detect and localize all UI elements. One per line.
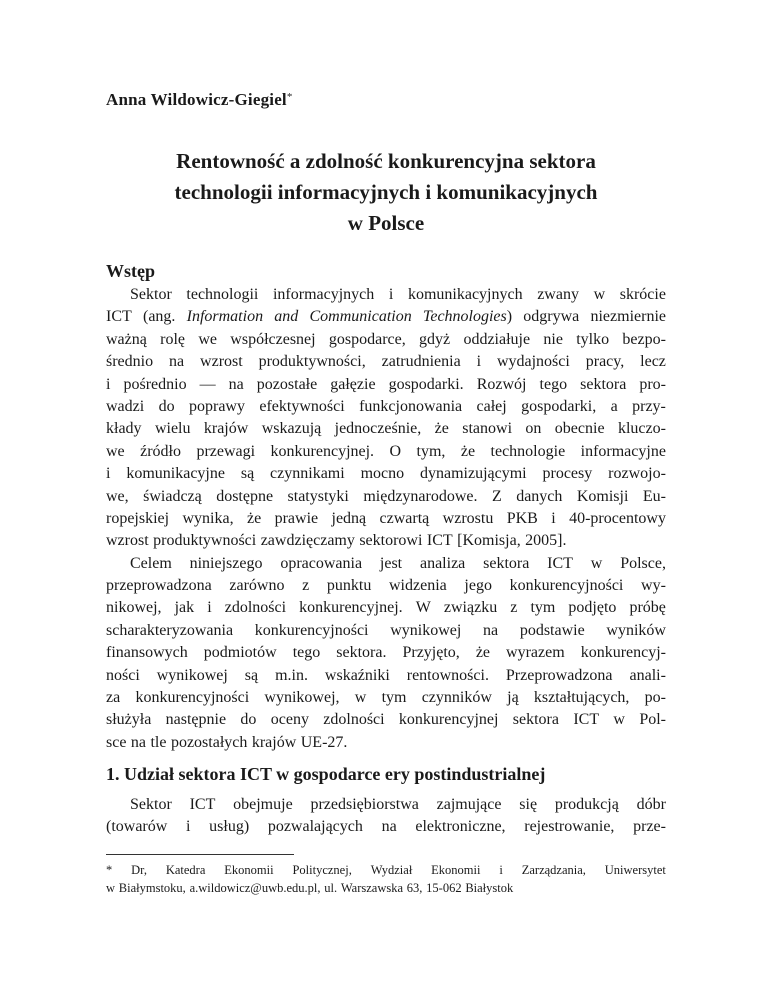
word: Information: [186, 308, 264, 326]
word: konkurencyjności: [254, 621, 369, 639]
word: jak: [174, 599, 195, 617]
word: 40-procentowy: [569, 509, 666, 527]
word: nikowej,: [106, 599, 162, 617]
text-line: [106, 879, 666, 897]
word: prze-: [633, 818, 666, 836]
word: po-: [644, 689, 666, 707]
text-line: [106, 794, 666, 816]
word: przewagi: [196, 442, 256, 460]
word: i: [106, 465, 111, 483]
word: próbę: [629, 599, 666, 617]
word: jest: [379, 554, 403, 572]
word: funkcjonowania: [359, 397, 463, 415]
word: i: [476, 353, 482, 371]
word: widzenia: [389, 577, 447, 595]
word: prawie: [274, 509, 319, 527]
word: w: [590, 554, 603, 572]
word: tle: [150, 733, 167, 751]
word: pozostałych: [170, 733, 248, 751]
word: kluczo-: [617, 420, 666, 438]
word: wydajności: [496, 353, 570, 371]
word: tym,: [416, 442, 446, 460]
word: Białystok: [465, 881, 514, 895]
word: Uniwersytet: [604, 863, 666, 877]
word: rolę: [160, 330, 186, 348]
word: tego: [539, 375, 568, 393]
word: wskazują: [261, 420, 322, 438]
word: z: [302, 577, 310, 595]
word: on: [525, 420, 542, 438]
word: stanowi: [462, 420, 513, 438]
word: danych: [516, 487, 563, 505]
word: informacyjnych: [272, 286, 375, 303]
text-line: [106, 665, 666, 687]
text-line: [106, 687, 666, 709]
word: procesy: [542, 465, 593, 483]
word: wzrostu: [442, 509, 494, 527]
word: konkurencyjnej.: [270, 442, 375, 460]
word: Sektor: [130, 286, 172, 303]
word: podstawie: [519, 621, 585, 639]
word: zatrudnienia: [381, 353, 461, 371]
text-line: [106, 508, 666, 530]
word: a.wildowicz@uwb.edu.pl,: [189, 881, 321, 895]
word: podjęto: [568, 599, 617, 617]
word: przy-: [632, 397, 666, 415]
word: sektora.: [336, 644, 387, 662]
word: elektroniczne,: [415, 818, 506, 836]
word: i: [186, 818, 191, 836]
word: m.in.: [275, 666, 308, 684]
word: sektora: [483, 554, 530, 572]
word: że: [246, 509, 262, 527]
word: i: [499, 863, 503, 877]
word: komunikacyjnych: [407, 286, 523, 303]
author-line: [106, 90, 293, 110]
word: do: [158, 397, 175, 415]
word: i: [207, 599, 212, 617]
word: całej: [476, 397, 507, 415]
word: Z: [491, 487, 502, 505]
word: czwartą: [379, 509, 430, 527]
word: dynamizującymi: [419, 465, 527, 483]
word: ICT: [573, 711, 600, 729]
word: usług): [209, 818, 250, 836]
word: zarówno: [229, 577, 285, 595]
word: i: [388, 286, 394, 303]
word: Sektor: [130, 796, 172, 813]
word: Zarządzania,: [521, 863, 586, 877]
footnote: [106, 861, 666, 897]
word: średnio: [106, 353, 154, 371]
word: że: [475, 644, 491, 662]
word: Katedra: [165, 863, 206, 877]
text-line: [106, 418, 666, 440]
word: z: [510, 599, 518, 617]
word: ICT: [426, 532, 453, 550]
text-line: [106, 642, 666, 664]
word: scharakteryzowania: [106, 621, 234, 639]
word: PKB: [506, 509, 538, 527]
text-line: [106, 597, 666, 619]
word: zdolności: [224, 599, 287, 617]
word: ją: [507, 689, 519, 707]
word: komunikacyjne: [126, 465, 225, 483]
word: wy-: [641, 577, 666, 595]
word: —: [199, 375, 216, 393]
word: produkcją: [554, 796, 619, 813]
word: w: [354, 689, 367, 707]
text-line: [106, 374, 666, 396]
word: do: [240, 711, 257, 729]
word: ICT: [547, 554, 573, 572]
word: na: [169, 353, 185, 371]
word: technologie: [490, 442, 566, 460]
word: opracowania: [280, 554, 363, 572]
text-line: [106, 732, 666, 754]
text-line: [106, 861, 666, 879]
word: konkurencyjności: [509, 577, 624, 595]
word: tym: [381, 689, 407, 707]
word: efektywności: [259, 397, 345, 415]
word: źródło: [140, 442, 181, 460]
word: krajów: [251, 733, 297, 751]
word: obejmuje: [233, 796, 293, 813]
word: gospodarki,: [521, 397, 597, 415]
word: gospodarki.: [388, 375, 464, 393]
word: tylko: [576, 330, 610, 348]
word: niezmiernie: [590, 308, 666, 326]
text-line: [106, 306, 666, 328]
word: (towarów: [106, 818, 168, 836]
word: sektorowi: [359, 532, 423, 550]
word: ul.: [324, 881, 338, 895]
word: pozostałe: [256, 375, 318, 393]
word: 63,: [406, 881, 423, 895]
word: wielu: [154, 420, 191, 438]
word: zajmujące: [436, 796, 502, 813]
word: obecnie: [554, 420, 605, 438]
word: ważną: [106, 330, 147, 348]
word: gospodarce,: [328, 330, 406, 348]
article-title: [106, 146, 666, 239]
word: następnie: [165, 711, 227, 729]
word: na: [228, 375, 244, 393]
word: tym: [530, 599, 556, 617]
word: Celem: [130, 554, 172, 572]
word: Communication: [309, 308, 412, 326]
word: Ekonomii: [224, 863, 274, 877]
word: wynika,: [182, 509, 234, 527]
word: Dr,: [131, 863, 147, 877]
word: wynikowej: [156, 666, 228, 684]
word: lecz: [640, 353, 666, 371]
word: sektora: [512, 711, 559, 729]
word: i: [551, 509, 556, 527]
word: Rozwój: [476, 375, 527, 393]
word: technologii: [186, 286, 259, 303]
text-line: [106, 284, 666, 306]
word: konkurencyjnej: [398, 711, 499, 729]
word: Ekonomii: [431, 863, 481, 877]
text-line: [106, 816, 666, 838]
word: wynikowej: [390, 621, 462, 639]
author-name: Anna Wildowicz-Giegiel: [106, 90, 287, 109]
word: Białymstoku,: [118, 881, 186, 895]
word: międzynarodowe.: [363, 487, 478, 505]
title-line: technologii informacyjnych i komunikacyjnych: [174, 180, 598, 204]
word: sce: [106, 733, 127, 751]
title-line: Rentowność a zdolność konkurencyjna sektora: [176, 149, 596, 173]
word: gałęzie: [330, 375, 376, 393]
title-line: w Polsce: [347, 211, 425, 235]
word: O: [389, 442, 402, 460]
word: na: [381, 818, 397, 836]
word: UE-27.: [300, 733, 348, 751]
word: sektora: [580, 375, 627, 393]
word: 15-062: [426, 881, 462, 895]
text-line: [106, 575, 666, 597]
word: analiza: [419, 554, 466, 572]
word: w: [613, 711, 625, 729]
word: że: [460, 442, 476, 460]
word: jedną: [331, 509, 367, 527]
word: jego: [464, 577, 492, 595]
word: przeprowadzona: [106, 577, 212, 595]
word: rejestrowanie,: [524, 818, 615, 836]
word: informacyjne: [580, 442, 666, 460]
word: ICT: [106, 308, 132, 326]
word: bezpo-: [622, 330, 666, 348]
word: and: [274, 308, 299, 326]
intro-body: [106, 284, 666, 754]
word: Wydział: [370, 863, 413, 877]
word: punktu: [326, 577, 372, 595]
word: dóbr: [636, 796, 666, 813]
word: gdyż: [419, 330, 451, 348]
word: W: [415, 599, 431, 617]
word: oceny: [270, 711, 309, 729]
word: rozwojo-: [608, 465, 666, 483]
word: się: [519, 796, 538, 813]
word: ropejskiej: [106, 509, 170, 527]
word: Przeprowadzona: [505, 666, 613, 684]
word: Komisji: [576, 487, 629, 505]
word: czynnikami: [270, 465, 345, 483]
word: jednocześnie,: [334, 420, 422, 438]
word: wzrost: [200, 353, 243, 371]
word: niniejszego: [189, 554, 263, 572]
word: związku: [443, 599, 498, 617]
word: zdolności: [323, 711, 385, 729]
word: ności: [106, 666, 140, 684]
word: rentowności.: [406, 666, 489, 684]
word: mocno: [360, 465, 405, 483]
text-line: [106, 530, 666, 552]
word: krajów: [203, 420, 249, 438]
word: w: [593, 286, 606, 303]
text-line: [106, 396, 666, 418]
word: konkurencyjnej.: [299, 599, 403, 617]
word: odgrywa: [523, 308, 580, 326]
word: w: [106, 881, 116, 895]
word: na: [483, 621, 499, 639]
word: statystyki: [287, 487, 349, 505]
word: (ang.: [142, 308, 176, 326]
word: 2005].: [525, 532, 567, 550]
word: Przyjęto,: [402, 644, 460, 662]
text-line: [106, 709, 666, 731]
word: poprawy: [188, 397, 245, 415]
word: za: [106, 689, 121, 707]
word: konkurencyjności: [135, 689, 250, 707]
word: *: [106, 863, 113, 877]
word: konkurencyj-: [580, 644, 666, 662]
word: wzrost: [106, 532, 149, 550]
word: Warszawska: [340, 881, 404, 895]
word: Politycznej,: [292, 863, 352, 877]
word: że: [434, 420, 449, 438]
word: świadczą: [143, 487, 202, 505]
word: podmiotów: [203, 644, 277, 662]
text-line: [106, 486, 666, 508]
word: pozwalających: [267, 818, 363, 836]
word: nie: [543, 330, 563, 348]
section-1-body: [106, 794, 666, 839]
author-footnote-marker: *: [286, 91, 293, 103]
word: finansowych: [106, 644, 188, 662]
word: pracy,: [585, 353, 625, 371]
word: wadzi: [106, 397, 145, 415]
word: zawdzięczamy: [260, 532, 355, 550]
word: Eu-: [642, 487, 666, 505]
text-line: [106, 553, 666, 575]
word: wyników: [606, 621, 666, 639]
word: pro-: [639, 375, 666, 393]
word: tego: [292, 644, 321, 662]
word: kształtujących,: [533, 689, 630, 707]
text-line: [106, 441, 666, 463]
section-1-heading: 1. Udział sektora ICT w gospodarce ery postindustrialnej: [106, 764, 546, 784]
word: kłady: [106, 420, 142, 438]
word: we: [198, 330, 217, 348]
word: Technologies): [422, 308, 513, 326]
word: anali-: [629, 666, 666, 684]
intro-heading: Wstęp: [106, 261, 155, 281]
word: produktywności,: [258, 353, 366, 371]
word: są: [240, 465, 255, 483]
word: oddziałuje: [463, 330, 531, 348]
text-line: [106, 329, 666, 351]
word: są: [244, 666, 259, 684]
word: na: [130, 733, 147, 751]
word: zwany: [537, 286, 579, 303]
word: wyrazem: [506, 644, 565, 662]
word: przedsiębiorstwa: [310, 796, 419, 813]
footnote-divider: [106, 854, 294, 855]
text-line: [106, 351, 666, 373]
word: i: [106, 375, 111, 393]
word: pośrednio: [123, 375, 187, 393]
word: współczesnej: [230, 330, 316, 348]
text-line: [106, 620, 666, 642]
word: we: [106, 442, 125, 460]
word: [Komisja,: [457, 532, 521, 550]
word: we,: [106, 487, 129, 505]
word: Polsce,: [620, 554, 666, 572]
word: dostępne: [216, 487, 274, 505]
word: Pol-: [639, 711, 666, 729]
word: a: [610, 397, 618, 415]
word: skrócie: [619, 286, 666, 303]
word: czynników: [421, 689, 492, 707]
word: wynikowej,: [264, 689, 340, 707]
word: produktywności: [153, 532, 257, 550]
word: wskaźniki: [324, 666, 390, 684]
text-line: [106, 463, 666, 485]
word: ICT: [189, 796, 216, 813]
word: służyła: [106, 711, 152, 729]
